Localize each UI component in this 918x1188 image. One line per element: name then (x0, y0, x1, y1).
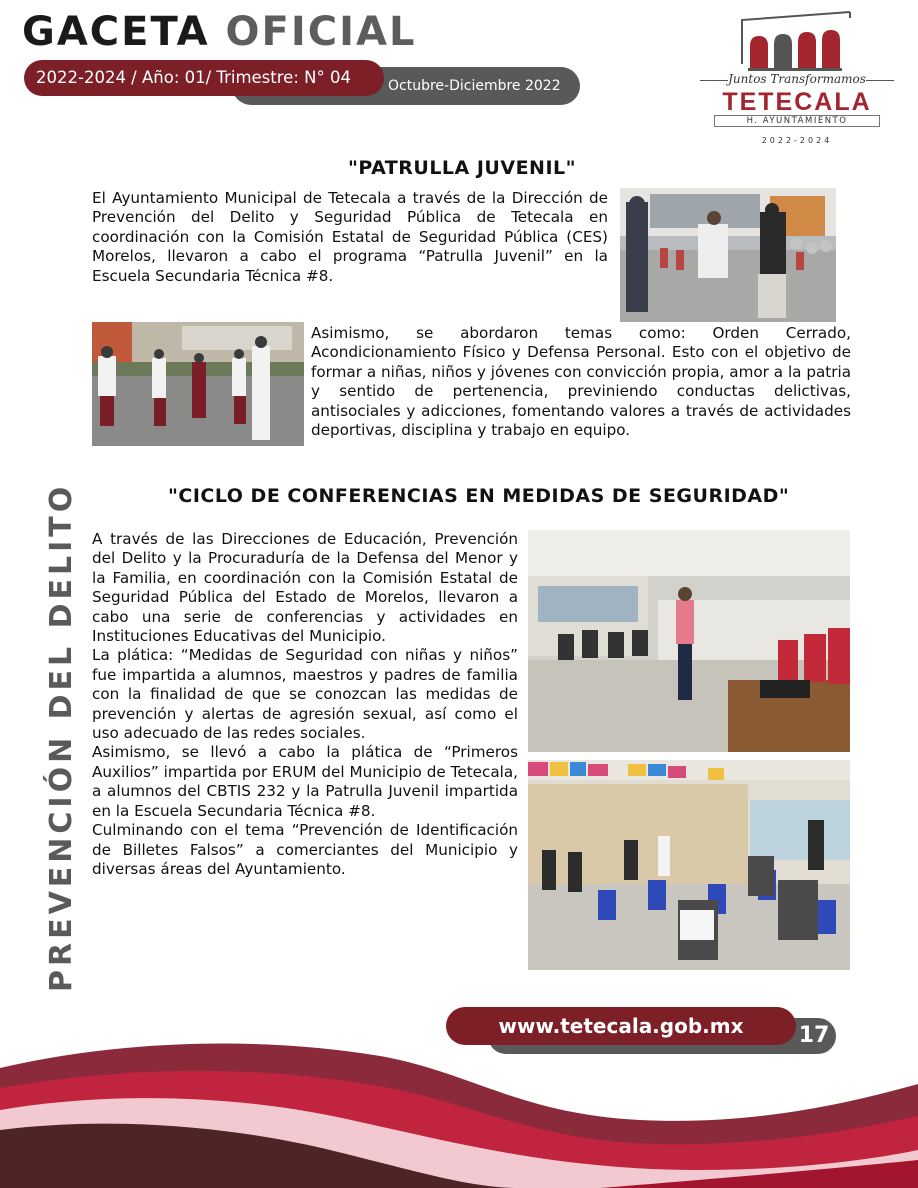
arches-emblem-icon (692, 6, 902, 72)
tetecala-logo (692, 6, 902, 146)
title-word-oficial: OFICIAL (225, 9, 417, 55)
page-number: 17 (798, 1023, 830, 1048)
photo-classroom-conference (528, 530, 850, 752)
publication-title (22, 8, 416, 56)
photo-self-defense-training (620, 188, 836, 322)
section-title-conferencias: "CICLO DE CONFERENCIAS EN MEDIDAS DE SEGURIDAD" (168, 485, 790, 507)
logo-name: TETECALA (722, 88, 872, 116)
decorative-waves (0, 1030, 918, 1188)
section-title-patrulla: "PATRULLA JUVENIL" (348, 157, 577, 179)
website-link[interactable]: www.tetecala.gob.mx (446, 1007, 796, 1045)
photo-formation-drill (92, 322, 304, 446)
section1-paragraph-2 (311, 324, 851, 440)
section2-paragraph: La plática: “Medidas de Seguridad con niñas y niños” fue impartida a alumnos, maestros y padres de familia con la finalidad de que se conozcan las medidas de prevención y alertas de agresión sexual, así como el uso adecuado de las redes sociales. (92, 646, 518, 743)
section2-paragraph: Culminando con el tema “Prevención de Identificación de Billetes Falsos” a comerciantes del Municipio y diversas áreas del Ayuntamiento. (92, 821, 518, 878)
section2-paragraph: A través de las Direcciones de Educación, Prevención del Delito y la Procuraduría de la Defensa del Menor y la Familia, en coordinación con la Comisión Estatal de Seguridad Pública del Estado de Morelos, llevaron a cabo una serie de conferencias y actividades en Instituciones Educativas del Municipio. (92, 530, 518, 646)
section1-paragraph-1 (92, 189, 608, 286)
logo-motto: Juntos Transformamos (692, 72, 902, 86)
title-word-gaceta: GACETA (22, 9, 210, 55)
logo-years: 2022-2024 (761, 136, 833, 145)
section2-body (92, 530, 518, 879)
photo-first-aid-talk (528, 760, 850, 970)
edition-pill: 2022-2024 / Año: 01/ Trimestre: N° 04 (24, 60, 384, 96)
logo-subtitle: H. AYUNTAMIENTO (714, 115, 880, 127)
section1-text-2: Asimismo, se abordaron temas como: Orden Cerrado, Acondicionamiento Físico y Defensa Personal. Esto con el objetivo de formar a niñas, niños y jóvenes con convicción propia, amor a la patria y sentido de pertenencia, previniendo conductas delictivas, antisociales y adicciones, fomentando valores a través de actividades deportivas, disciplina y trabajo en equipo. (311, 324, 851, 440)
period-label: Octubre-Diciembre 2022 (388, 78, 561, 94)
section-side-label: PREVENCIÓN DEL DELITO (44, 482, 79, 992)
section1-text-1: El Ayuntamiento Municipal de Tetecala a través de la Dirección de Prevención del Delito y Seguridad Pública de Tetecala en coordinación con la Comisión Estatal de Seguridad Pública (CES) Morelos, llevaron a cabo el programa “Patrulla Juvenil” en la Escuela Secundaria Técnica #8. (92, 189, 608, 285)
section2-paragraph: Asimismo, se llevó a cabo la plática de “Primeros Auxilios” impartida por ERUM del Municipio de Tetecala, a alumnos del CBTIS 232 y la Patrulla Juvenil impartida en la Escuela Secundaria Técnica #8. (92, 743, 518, 820)
